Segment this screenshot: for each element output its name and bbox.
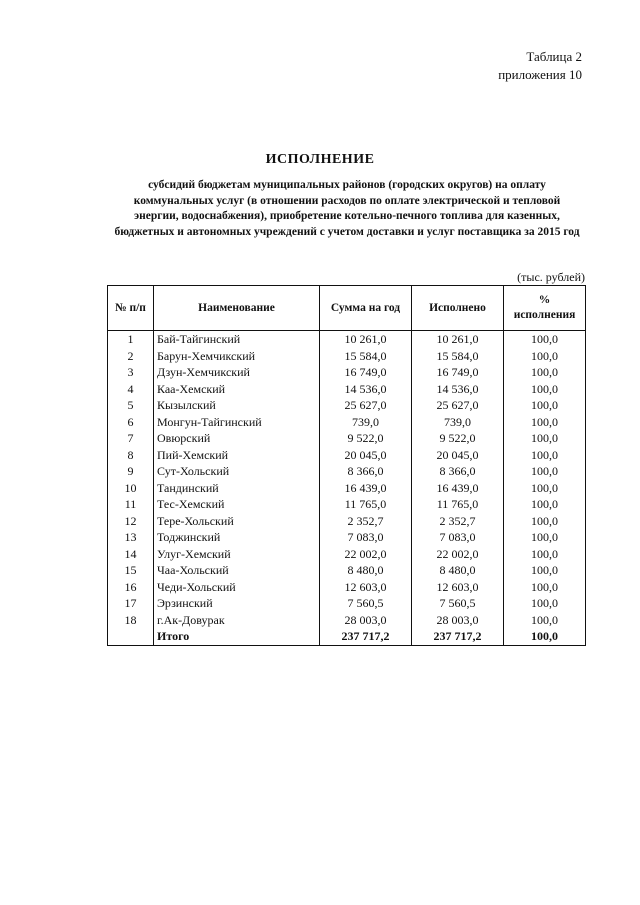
row-pct-cell: 100,0: [504, 364, 586, 381]
appendix-number: приложения 10: [498, 67, 582, 82]
row-sum-cell: 2 352,7: [320, 513, 412, 530]
table-row: [108, 546, 586, 563]
row-pct-cell: 100,0: [504, 562, 586, 579]
table-row: [108, 414, 586, 431]
row-pct-cell: 100,0: [504, 579, 586, 596]
row-num-cell: 2: [108, 348, 154, 365]
column-header-name: Наименование: [154, 286, 320, 331]
row-name-cell: Барун-Хемчикский: [154, 348, 320, 365]
row-num-cell: 3: [108, 364, 154, 381]
table-row: [108, 612, 586, 629]
total-label-cell: Итого: [154, 628, 320, 645]
table-row: [108, 331, 586, 348]
table-body: [108, 331, 586, 646]
row-num-cell: 14: [108, 546, 154, 563]
table-row: [108, 579, 586, 596]
row-num-cell: 6: [108, 414, 154, 431]
row-sum-cell: 16 749,0: [320, 364, 412, 381]
document-title: ИСПОЛНЕНИЕ: [265, 152, 375, 167]
row-done-cell: 10 261,0: [412, 331, 504, 348]
row-done-cell: 14 536,0: [412, 381, 504, 398]
row-pct-cell: 100,0: [504, 348, 586, 365]
row-done-cell: 739,0: [412, 414, 504, 431]
row-sum-cell: 9 522,0: [320, 430, 412, 447]
row-sum-cell: 7 083,0: [320, 529, 412, 546]
row-pct-cell: 100,0: [504, 414, 586, 431]
subsidy-table: [107, 285, 586, 646]
row-num-cell: 5: [108, 397, 154, 414]
row-done-cell: 15 584,0: [412, 348, 504, 365]
row-done-cell: 11 765,0: [412, 496, 504, 513]
row-done-cell: 16 749,0: [412, 364, 504, 381]
row-name-cell: Улуг-Хемский: [154, 546, 320, 563]
row-done-cell: 16 439,0: [412, 480, 504, 497]
row-sum-cell: 25 627,0: [320, 397, 412, 414]
row-name-cell: Тере-Хольский: [154, 513, 320, 530]
row-num-cell: 12: [108, 513, 154, 530]
row-done-cell: 20 045,0: [412, 447, 504, 464]
row-num-cell: 9: [108, 463, 154, 480]
row-pct-cell: 100,0: [504, 546, 586, 563]
row-name-cell: Тандинский: [154, 480, 320, 497]
row-sum-cell: 739,0: [320, 414, 412, 431]
row-name-cell: Чеди-Хольский: [154, 579, 320, 596]
row-done-cell: 7 083,0: [412, 529, 504, 546]
row-name-cell: Монгун-Тайгинский: [154, 414, 320, 431]
row-num-cell: 18: [108, 612, 154, 629]
table-row: [108, 447, 586, 464]
table-row: [108, 529, 586, 546]
row-sum-cell: 22 002,0: [320, 546, 412, 563]
row-num-cell: 13: [108, 529, 154, 546]
row-done-cell: 2 352,7: [412, 513, 504, 530]
row-done-cell: 8 480,0: [412, 562, 504, 579]
column-header-num: № п/п: [108, 286, 154, 331]
row-pct-cell: 100,0: [504, 595, 586, 612]
table-row: [108, 397, 586, 414]
table-row: [108, 348, 586, 365]
table-row: [108, 480, 586, 497]
row-name-cell: Дзун-Хемчикский: [154, 364, 320, 381]
row-num-cell: 7: [108, 430, 154, 447]
row-name-cell: Эрзинский: [154, 595, 320, 612]
row-done-cell: 9 522,0: [412, 430, 504, 447]
row-num-cell: 17: [108, 595, 154, 612]
row-num-cell: 11: [108, 496, 154, 513]
table-row: [108, 364, 586, 381]
row-pct-cell: 100,0: [504, 381, 586, 398]
column-header-sum: Сумма на год: [320, 286, 412, 331]
row-sum-cell: 8 366,0: [320, 463, 412, 480]
row-name-cell: Каа-Хемский: [154, 381, 320, 398]
row-done-cell: 22 002,0: [412, 546, 504, 563]
units-note: (тыс. рублей): [517, 270, 585, 284]
total-sum-cell: 237 717,2: [320, 628, 412, 645]
row-pct-cell: 100,0: [504, 463, 586, 480]
table-number: Таблица 2: [526, 49, 582, 64]
row-sum-cell: 20 045,0: [320, 447, 412, 464]
row-sum-cell: 11 765,0: [320, 496, 412, 513]
row-name-cell: Пий-Хемский: [154, 447, 320, 464]
row-sum-cell: 15 584,0: [320, 348, 412, 365]
row-pct-cell: 100,0: [504, 331, 586, 348]
table-row: [108, 562, 586, 579]
total-pct-cell: 100,0: [504, 628, 586, 645]
total-row: [108, 628, 586, 645]
table-reference: [498, 48, 582, 84]
row-pct-cell: 100,0: [504, 513, 586, 530]
table-row: [108, 430, 586, 447]
row-pct-cell: 100,0: [504, 529, 586, 546]
row-pct-cell: 100,0: [504, 430, 586, 447]
row-num-cell: 4: [108, 381, 154, 398]
row-num-cell: 8: [108, 447, 154, 464]
row-sum-cell: 28 003,0: [320, 612, 412, 629]
row-sum-cell: 8 480,0: [320, 562, 412, 579]
row-pct-cell: 100,0: [504, 496, 586, 513]
row-done-cell: 25 627,0: [412, 397, 504, 414]
row-name-cell: Кызылский: [154, 397, 320, 414]
row-done-cell: 8 366,0: [412, 463, 504, 480]
row-done-cell: 12 603,0: [412, 579, 504, 596]
row-done-cell: 28 003,0: [412, 612, 504, 629]
table-row: [108, 381, 586, 398]
row-name-cell: Овюрский: [154, 430, 320, 447]
row-sum-cell: 12 603,0: [320, 579, 412, 596]
document-subtitle: субсидий бюджетам муниципальных районов (городских округов) на оплату коммунальных услуг (в отношении расходов по оплате электрической и тепловой энергии, водоснабжения), приобретение котельно-печного топлива для казенных, бюджетных и автономных учреждений с учетом доставки и услуг поставщика за 2015 год: [114, 179, 580, 238]
total-done-cell: 237 717,2: [412, 628, 504, 645]
row-pct-cell: 100,0: [504, 397, 586, 414]
row-name-cell: Тес-Хемский: [154, 496, 320, 513]
row-pct-cell: 100,0: [504, 480, 586, 497]
row-sum-cell: 10 261,0: [320, 331, 412, 348]
row-sum-cell: 16 439,0: [320, 480, 412, 497]
table-row: [108, 513, 586, 530]
row-name-cell: г.Ак-Довурак: [154, 612, 320, 629]
row-num-cell: 16: [108, 579, 154, 596]
column-header-done: Исполнено: [412, 286, 504, 331]
column-header-pct: % исполнения: [504, 286, 586, 331]
row-num-cell: 15: [108, 562, 154, 579]
row-sum-cell: 7 560,5: [320, 595, 412, 612]
table-row: [108, 463, 586, 480]
row-name-cell: Чаа-Хольский: [154, 562, 320, 579]
row-name-cell: Бай-Тайгинский: [154, 331, 320, 348]
row-num-cell: 10: [108, 480, 154, 497]
row-name-cell: Тоджинский: [154, 529, 320, 546]
table-row: [108, 595, 586, 612]
row-name-cell: Сут-Хольский: [154, 463, 320, 480]
row-num-cell: 1: [108, 331, 154, 348]
table-header-row: [108, 286, 586, 331]
row-pct-cell: 100,0: [504, 447, 586, 464]
row-pct-cell: 100,0: [504, 612, 586, 629]
total-num-cell: [108, 628, 154, 645]
row-done-cell: 7 560,5: [412, 595, 504, 612]
row-sum-cell: 14 536,0: [320, 381, 412, 398]
table-row: [108, 496, 586, 513]
